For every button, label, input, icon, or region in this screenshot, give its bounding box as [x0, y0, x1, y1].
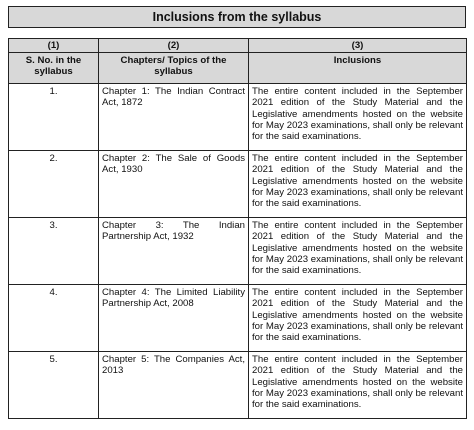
table-row: [9, 84, 467, 151]
inclusion-cell: The entire content included in the September 2021 edition of the Study Material and the Legislative amendments hosted on the website for May 2023 examinations, shall only be relevant for the said examinations.: [249, 84, 467, 151]
header-inclusions: Inclusions: [249, 53, 467, 84]
table-row: [9, 285, 467, 352]
inclusion-cell: The entire content included in the September 2021 edition of the Study Material and the Legislative amendments hosted on the website for May 2023 examinations, shall only be relevant for the said examinations.: [249, 151, 467, 218]
serial-number-cell: 2.: [9, 151, 99, 218]
column-number-row: [9, 39, 467, 53]
document-title: Inclusions from the syllabus: [8, 6, 466, 28]
chapter-cell: Chapter 4: The Limited Liability Partnership Act, 2008: [99, 285, 249, 352]
column-number-3: (3): [249, 39, 467, 53]
header-serial-number: S. No. in the syllabus: [9, 53, 99, 84]
serial-number-cell: 5.: [9, 352, 99, 419]
inclusion-cell: The entire content included in the September 2021 edition of the Study Material and the Legislative amendments hosted on the website for May 2023 examinations, shall only be relevant for the said examinations.: [249, 285, 467, 352]
serial-number-cell: 1.: [9, 84, 99, 151]
syllabus-inclusions-table: [8, 38, 467, 419]
header-chapters-topics: Chapters/ Topics of the syllabus: [99, 53, 249, 84]
chapter-cell: Chapter 5: The Companies Act, 2013: [99, 352, 249, 419]
serial-number-cell: 4.: [9, 285, 99, 352]
chapter-cell: Chapter 2: The Sale of Goods Act, 1930: [99, 151, 249, 218]
serial-number-cell: 3.: [9, 218, 99, 285]
chapter-cell: Chapter 3: The Indian Partnership Act, 1932: [99, 218, 249, 285]
column-header-row: [9, 53, 467, 84]
column-number-2: (2): [99, 39, 249, 53]
chapter-cell: Chapter 1: The Indian Contract Act, 1872: [99, 84, 249, 151]
table-row: [9, 352, 467, 419]
inclusion-cell: The entire content included in the September 2021 edition of the Study Material and the Legislative amendments hosted on the website for May 2023 examinations, shall only be relevant for the said examinations.: [249, 218, 467, 285]
column-number-1: (1): [9, 39, 99, 53]
inclusion-cell: The entire content included in the September 2021 edition of the Study Material and the Legislative amendments hosted on the website for May 2023 examinations, shall only be relevant for the said examinations.: [249, 352, 467, 419]
table-row: [9, 151, 467, 218]
table-row: [9, 218, 467, 285]
